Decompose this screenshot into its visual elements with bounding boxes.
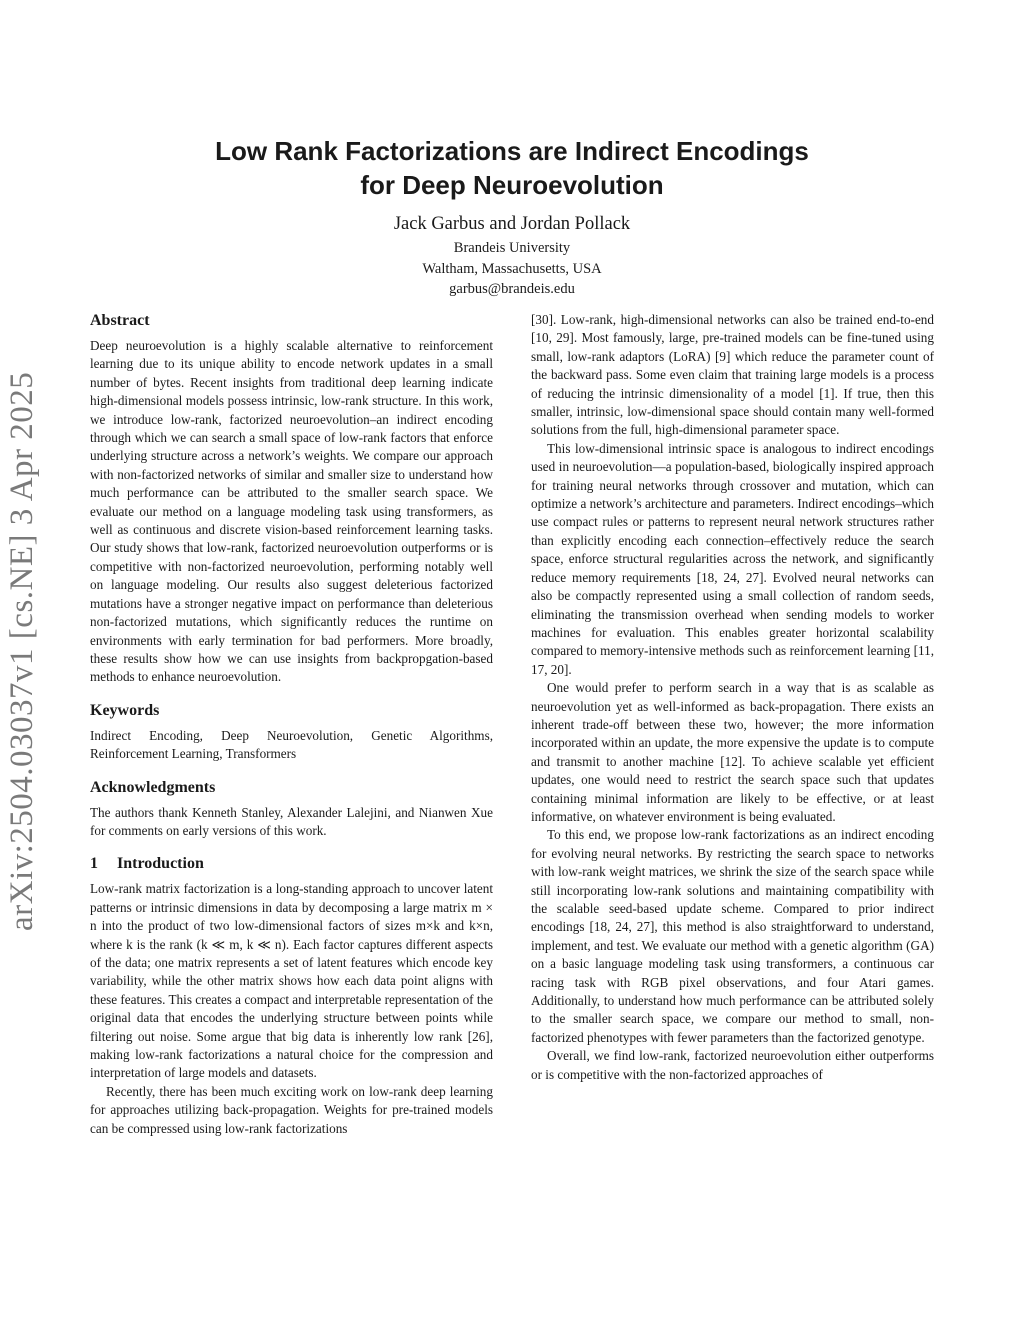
- intro-paragraph: Recently, there has been much exciting work on low-rank deep learning for approaches utilizing back-propagation. Weights for pre-trained models can be compressed using low-rank factorizations: [90, 1083, 493, 1136]
- acknowledgments-heading: Acknowledgments: [90, 778, 216, 796]
- abstract-heading: Abstract: [90, 312, 150, 329]
- left-column: [90, 311, 493, 1138]
- author-affiliation: [100, 238, 924, 300]
- abstract-text: Deep neuroevolution is a highly scalable alternative to reinforcement learning due to its unique ability to encode network updates in a small number of bytes. Recent insights from traditional deep learning indicate high-dimensional models possess intrinsic, low-rank structure. In this work, we introduce low-rank, factorized neuroevolution–an indirect encoding through which we can search a small space of low-rank factors that enforce underlying structure across a network’s weights. We compare our approach with non-factorized networks of similar and smaller size to understand how much performance can be attributed to the smaller search space. We evaluate our method on a language modeling task using transformers, as well as continuous and discrete vision-based reinforcement learning tasks. Our study shows that low-rank, factorized neuroevolution outperforms or is competitive with non-factorized neuroevolution, performing notably well on language modeling. Our results also suggest deleterious factorized mutations have a stronger negative impact on performance than deleterious non-factorized mutations, which significantly reduces the runtime on environments with early termination for bad performers. More broadly, these results show how we can use insights from backpropgation-based methods to enhance neuroevolution.: [90, 338, 493, 685]
- paper-title: [100, 134, 924, 202]
- right-column: [531, 311, 934, 1084]
- acknowledgments-text: The authors thank Kenneth Stanley, Alexander Lalejini, and Nianwen Xue for comments on early versions of this work.: [90, 804, 493, 838]
- author-email: garbus@brandeis.edu: [449, 281, 575, 297]
- keywords-heading: Keywords: [90, 701, 160, 719]
- intro-paragraph: To this end, we propose low-rank factorizations as an indirect encoding for evolving neural networks. By restricting the search space to networks with low-rank weight matrices, we shrink the size of the search space while still incorporating low-rank solutions and maintaining compatibility with the scalable seed-based update scheme. Compared to prior indirect encodings [18, 24, 27], this method is also straightforward to understand, implement, and test. We evaluate our method with a genetic algorithm (GA) on a basic language modeling task using transformers, a continuous car racing task with RGB pixel observations, and four Atari games. Additionally, to understand how much performance can be attributed solely to the smaller search space, we compare our method to small, non-factorized phenotypes with fewer parameters than the factorized genotype.: [531, 827, 934, 1045]
- intro-paragraph: Low-rank matrix factorization is a long-standing approach to uncover latent patterns or intrinsic dimensions in data by decomposing a large matrix m × n into the product of two low-dimensional factors of sizes m×k and k×n, where k is the rank (k ≪ m, k ≪ n). Each factor captures different aspects of the data; one matrix represents a set of latent features which encode key variability, while the other matrix shows how each data point aligns with these features. This creates a compact and interpretable representation of the original data that encodes the underlying structure between points while filtering out noise. Some argue that big data is inherently low rank [26], making low-rank factorizations a natural choice for the compression and interpretation of large models and datasets.: [90, 881, 493, 1081]
- section-title: Introduction: [117, 855, 204, 873]
- intro-paragraph: This low-dimensional intrinsic space is analogous to indirect encodings used in neuroevolution—a population-based, biologically inspired approach for training neural networks through crossover and mutation, which can optimize a network’s architecture and parameters. Indirect encodings–which use compact rules or patterns to represent neural network structures rather than explicitly encoding each connection–effectively reduce the search space, enforce structural regularities across the network, and significantly reduce memory requirements [18, 24, 27]. Evolved neural networks can also be compactly represented using a small collection of random seeds, eliminating the transmission overhead when sending models to worker machines for evaluation. This enables greater horizontal scalability compared to memory-intensive methods such as reinforcement learning [11, 17, 20].: [531, 440, 934, 677]
- title-line-1: Low Rank Factorizations are Indirect Encodings: [215, 136, 809, 166]
- affiliation-location: Waltham, Massachusetts, USA: [422, 260, 602, 277]
- author-names: Jack Garbus and Jordan Pollack: [393, 214, 631, 234]
- section-number: 1: [90, 855, 98, 873]
- keywords-text: Indirect Encoding, Deep Neuroevolution, Genetic Algorithms, Reinforcement Learning, Transformers: [90, 727, 493, 762]
- title-line-2: for Deep Neuroevolution: [360, 170, 664, 200]
- arxiv-identifier-stamp: arXiv:2504.03037v1 [cs.NE] 3 Apr 2025: [4, 371, 40, 931]
- introduction-heading: [90, 854, 493, 874]
- affiliation-institution: Brandeis University: [453, 240, 571, 256]
- intro-paragraph: One would prefer to perform search in a way that is as scalable as neuroevolution yet as well-informed as back-propagation. There exists an inherent trade-off between these two, however; the more information incorporated within an update, the more expensive the update is to compute and transmit to another machine [12]. To achieve scalable yet efficient updates, one would need to restrict the search space such that updates containing minimal information are likely to be effective, or at least informative, on whatever environment is being evaluated.: [531, 680, 934, 824]
- intro-paragraph: Overall, we find low-rank, factorized neuroevolution either outperforms or is competitive with the non-factorized approaches of: [531, 1048, 934, 1082]
- intro-paragraph: [30]. Low-rank, high-dimensional networks can also be trained end-to-end [10, 29]. Most famously, large, pre-trained models can be fine-tuned using small, low-rank adaptors (LoRA) [9] which reduce the parameter count of the backward pass. Some even claim that training large models is a process of reducing the intrinsic dimensionality of a model [1]. If true, then this smaller, intrinsic, low-dimensional space should contain many well-formed solutions from the full, high-dimensional parameter space.: [531, 312, 934, 438]
